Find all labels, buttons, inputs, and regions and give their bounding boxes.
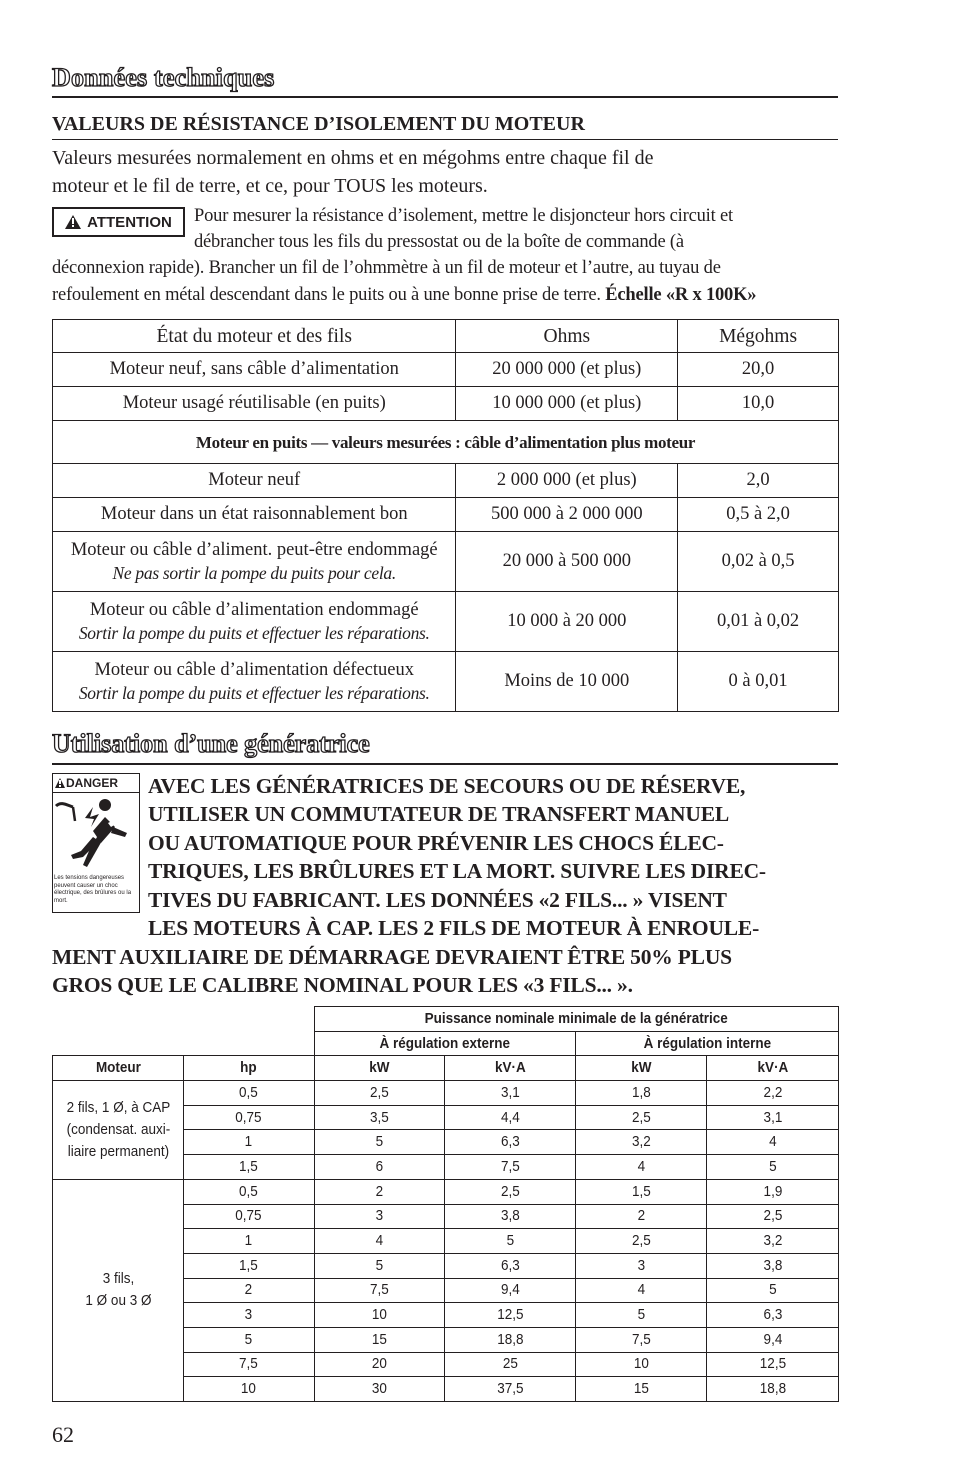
megohms-cell: 10,0 [678, 387, 839, 421]
kw-ext-cell: 5 [321, 1253, 439, 1278]
megohms-cell: 0,5 à 2,0 [678, 498, 839, 532]
kva-ext-cell: 3,8 [452, 1204, 570, 1229]
page-title: Données techniques [52, 62, 838, 98]
state-cell: Moteur ou câble d’alimentation défectueux Sortir la pompe du puits et effectuer les réparations. [53, 652, 456, 712]
table-row [53, 464, 839, 498]
table-header-row [53, 1031, 839, 1056]
kva-ext-cell: 4,4 [452, 1105, 570, 1130]
attention-text-line: Pour mesurer la résistance d’isolement, mettre le disjoncteur hors circuit et [194, 206, 733, 226]
megohms-cell: 2,0 [678, 464, 839, 498]
sub-header-external: À régulation externe [327, 1031, 562, 1056]
kva-int-cell: 1,9 [713, 1179, 832, 1204]
kw-int-cell: 3,2 [582, 1130, 700, 1155]
kva-int-cell: 5 [713, 1278, 832, 1303]
megohms-cell: 0,02 à 0,5 [678, 532, 839, 592]
column-header-kva-ext: kV·A [452, 1056, 570, 1081]
state-cell: Moteur ou câble d’aliment. peut-être endommagé Ne pas sortir la pompe du puits pour cela. [53, 532, 456, 592]
kw-int-cell: 1,8 [582, 1081, 700, 1106]
kva-int-cell: 12,5 [713, 1352, 832, 1377]
attention-text-line: débrancher tous les fils du pressostat ou de la boîte de commande (à [194, 232, 684, 252]
kw-int-cell: 1,5 [582, 1179, 700, 1204]
state-cell: Moteur neuf, sans câble d’alimentation [53, 353, 456, 387]
kva-ext-cell: 18,8 [452, 1327, 570, 1352]
kw-ext-cell: 20 [321, 1352, 439, 1377]
ohms-cell: 10 000 000 (et plus) [456, 387, 678, 421]
hp-cell: 1 [190, 1229, 308, 1254]
electric-shock-icon [53, 793, 138, 875]
kva-ext-cell: 6,3 [452, 1130, 570, 1155]
kw-ext-cell: 2,5 [321, 1081, 439, 1106]
insulation-table [52, 319, 839, 712]
ohms-cell: Moins de 10 000 [456, 652, 678, 712]
column-header-hp: hp [190, 1056, 308, 1081]
hp-cell: 1,5 [190, 1253, 308, 1278]
kw-ext-cell: 10 [321, 1303, 439, 1328]
kva-int-cell: 18,8 [713, 1377, 832, 1402]
kw-ext-cell: 4 [321, 1229, 439, 1254]
kva-ext-cell: 37,5 [452, 1377, 570, 1402]
state-cell: Moteur usagé réutilisable (en puits) [53, 387, 456, 421]
kw-ext-cell: 5 [321, 1130, 439, 1155]
kw-int-cell: 3 [582, 1253, 700, 1278]
column-header-kw-int: kW [582, 1056, 700, 1081]
state-note: Sortir la pompe du puits et effectuer les réparations. [78, 622, 430, 643]
danger-label-box [52, 773, 140, 913]
kva-ext-cell: 7,5 [452, 1155, 570, 1180]
table-row [53, 1081, 839, 1106]
kva-int-cell: 3,8 [713, 1253, 832, 1278]
kw-int-cell: 2,5 [582, 1229, 700, 1254]
column-header-kw-ext: kW [321, 1056, 439, 1081]
column-header-kva-int: kV·A [713, 1056, 832, 1081]
kw-ext-cell: 30 [321, 1377, 439, 1402]
hp-cell: 0,5 [190, 1081, 308, 1106]
kva-int-cell: 3,1 [713, 1105, 832, 1130]
kw-ext-cell: 7,5 [321, 1278, 439, 1303]
table-row [53, 532, 839, 592]
generator-title: Utilisation d’une génératrice [52, 728, 838, 765]
warning-line: MENT AUXILIAIRE DE DÉMARRAGE DEVRAIENT ÊTRE 50% PLUS [52, 945, 732, 969]
warning-triangle-icon [65, 215, 81, 229]
kva-int-cell: 2,2 [713, 1081, 832, 1106]
danger-label: DANGER [66, 776, 119, 790]
kw-int-cell: 4 [582, 1278, 700, 1303]
warning-line: TRIQUES, LES BRÛLURES ET LA MORT. SUIVRE LES DIREC- [148, 859, 766, 883]
kw-ext-cell: 6 [321, 1155, 439, 1180]
intro-line: Valeurs mesurées normalement en ohms et en mégohms entre chaque fil de [52, 147, 654, 169]
motor-group-label: 3 fils, 1 Ø ou 3 Ø [59, 1179, 177, 1401]
table-row [53, 498, 839, 532]
state-cell: Moteur dans un état raisonnablement bon [53, 498, 456, 532]
danger-small-text: Les tensions dangereuses peuvent causer un choc électrique, des brûlures ou la mort. [54, 875, 132, 904]
hp-cell: 0,5 [190, 1179, 308, 1204]
kw-ext-cell: 15 [321, 1327, 439, 1352]
hp-cell: 0,75 [190, 1105, 308, 1130]
column-header: Ohms [456, 320, 678, 353]
kva-int-cell: 9,4 [713, 1327, 832, 1352]
motor-group-label: 2 fils, 1 Ø, à CAP (condensat. auxi- liaire permanent) [59, 1081, 177, 1180]
state-cell: Moteur neuf [53, 464, 456, 498]
attention-badge [52, 207, 185, 237]
kva-int-cell: 6,3 [713, 1303, 832, 1328]
table-row [53, 387, 839, 421]
hp-cell: 2 [190, 1278, 308, 1303]
kw-int-cell: 5 [582, 1303, 700, 1328]
group-header: Puissance nominale minimale de la génératrice [340, 1007, 812, 1032]
kw-int-cell: 4 [582, 1155, 700, 1180]
column-header: État du moteur et des fils [53, 320, 456, 353]
kva-int-cell: 2,5 [713, 1204, 832, 1229]
warning-line: UTILISER UN COMMUTATEUR DE TRANSFERT MANUEL [148, 802, 729, 826]
table-row [53, 592, 839, 652]
state-note: Ne pas sortir la pompe du puits pour cela. [112, 562, 396, 583]
table-row [53, 1179, 839, 1204]
kva-ext-cell: 6,3 [452, 1253, 570, 1278]
kw-int-cell: 2 [582, 1204, 700, 1229]
attention-text-line: refoulement en métal descendant dans le puits ou à une bonne prise de terre. Échelle «R x 100K» [52, 285, 757, 305]
kw-int-cell: 10 [582, 1352, 700, 1377]
kw-ext-cell: 2 [321, 1179, 439, 1204]
hp-cell: 5 [190, 1327, 308, 1352]
hp-cell: 3 [190, 1303, 308, 1328]
insulation-intro [52, 144, 838, 200]
kw-ext-cell: 3 [321, 1204, 439, 1229]
state-cell: Moteur ou câble d’alimentation endommagé Sortir la pompe du puits et effectuer les réparations. [53, 592, 456, 652]
kva-int-cell: 5 [713, 1155, 832, 1180]
intro-line: moteur et le fil de terre, et ce, pour TOUS les moteurs. [52, 175, 488, 197]
scale-text: Échelle «R x 100K» [605, 285, 757, 305]
kw-int-cell: 7,5 [582, 1327, 700, 1352]
kva-ext-cell: 25 [452, 1352, 570, 1377]
warning-line: GROS QUE LE CALIBRE NOMINAL POUR LES «3 FILS... ». [52, 973, 633, 997]
table-header-row [53, 1007, 839, 1032]
kw-ext-cell: 3,5 [321, 1105, 439, 1130]
hp-cell: 10 [190, 1377, 308, 1402]
table-row [53, 652, 839, 712]
kva-int-cell: 3,2 [713, 1229, 832, 1254]
hp-cell: 7,5 [190, 1352, 308, 1377]
hp-cell: 1 [190, 1130, 308, 1155]
sub-header-internal: À régulation interne [589, 1031, 825, 1056]
danger-header [53, 774, 139, 793]
kva-ext-cell: 3,1 [452, 1081, 570, 1106]
megohms-cell: 0,01 à 0,02 [678, 592, 839, 652]
warning-triangle-icon [55, 778, 65, 788]
kva-ext-cell: 2,5 [452, 1179, 570, 1204]
section-row [53, 421, 839, 464]
section-label: Moteur en puits — valeurs mesurées : câble d’alimentation plus moteur [53, 421, 839, 464]
kva-ext-cell: 12,5 [452, 1303, 570, 1328]
warning-line: TIVES DU FABRICANT. LES DONNÉES «2 FILS... » VISENT [148, 888, 727, 912]
warning-line: AVEC LES GÉNÉRATRICES DE SECOURS OU DE RÉSERVE, [148, 774, 746, 798]
ohms-cell: 20 000 à 500 000 [456, 532, 678, 592]
insulation-heading: VALEURS DE RÉSISTANCE D’ISOLEMENT DU MOTEUR [52, 110, 838, 140]
kw-int-cell: 2,5 [582, 1105, 700, 1130]
ohms-cell: 10 000 à 20 000 [456, 592, 678, 652]
attention-label: ATTENTION [87, 213, 172, 231]
state-note: Sortir la pompe du puits et effectuer les réparations. [78, 682, 430, 703]
column-header: Mégohms [678, 320, 839, 353]
kva-int-cell: 4 [713, 1130, 832, 1155]
column-header-motor: Moteur [59, 1056, 177, 1081]
hp-cell: 0,75 [190, 1204, 308, 1229]
generator-table [52, 1006, 839, 1402]
ohms-cell: 20 000 000 (et plus) [456, 353, 678, 387]
kw-int-cell: 15 [582, 1377, 700, 1402]
table-header-row [53, 1056, 839, 1081]
warning-line: OU AUTOMATIQUE POUR PRÉVENIR LES CHOCS ÉLEC- [148, 831, 724, 855]
warning-line: LES MOTEURS À CAP. LES 2 FILS DE MOTEUR À ENROULE- [148, 916, 760, 940]
ohms-cell: 500 000 à 2 000 000 [456, 498, 678, 532]
megohms-cell: 0 à 0,01 [678, 652, 839, 712]
attention-text-line: déconnexion rapide). Brancher un fil de l’ohmmètre à un fil de moteur et l’autre, au tuyau de [52, 258, 721, 278]
megohms-cell: 20,0 [678, 353, 839, 387]
ohms-cell: 2 000 000 (et plus) [456, 464, 678, 498]
kva-ext-cell: 5 [452, 1229, 570, 1254]
page-number: 62 [52, 1422, 74, 1447]
hp-cell: 1,5 [190, 1155, 308, 1180]
table-row [53, 353, 839, 387]
table-header-row [53, 320, 839, 353]
kva-ext-cell: 9,4 [452, 1278, 570, 1303]
